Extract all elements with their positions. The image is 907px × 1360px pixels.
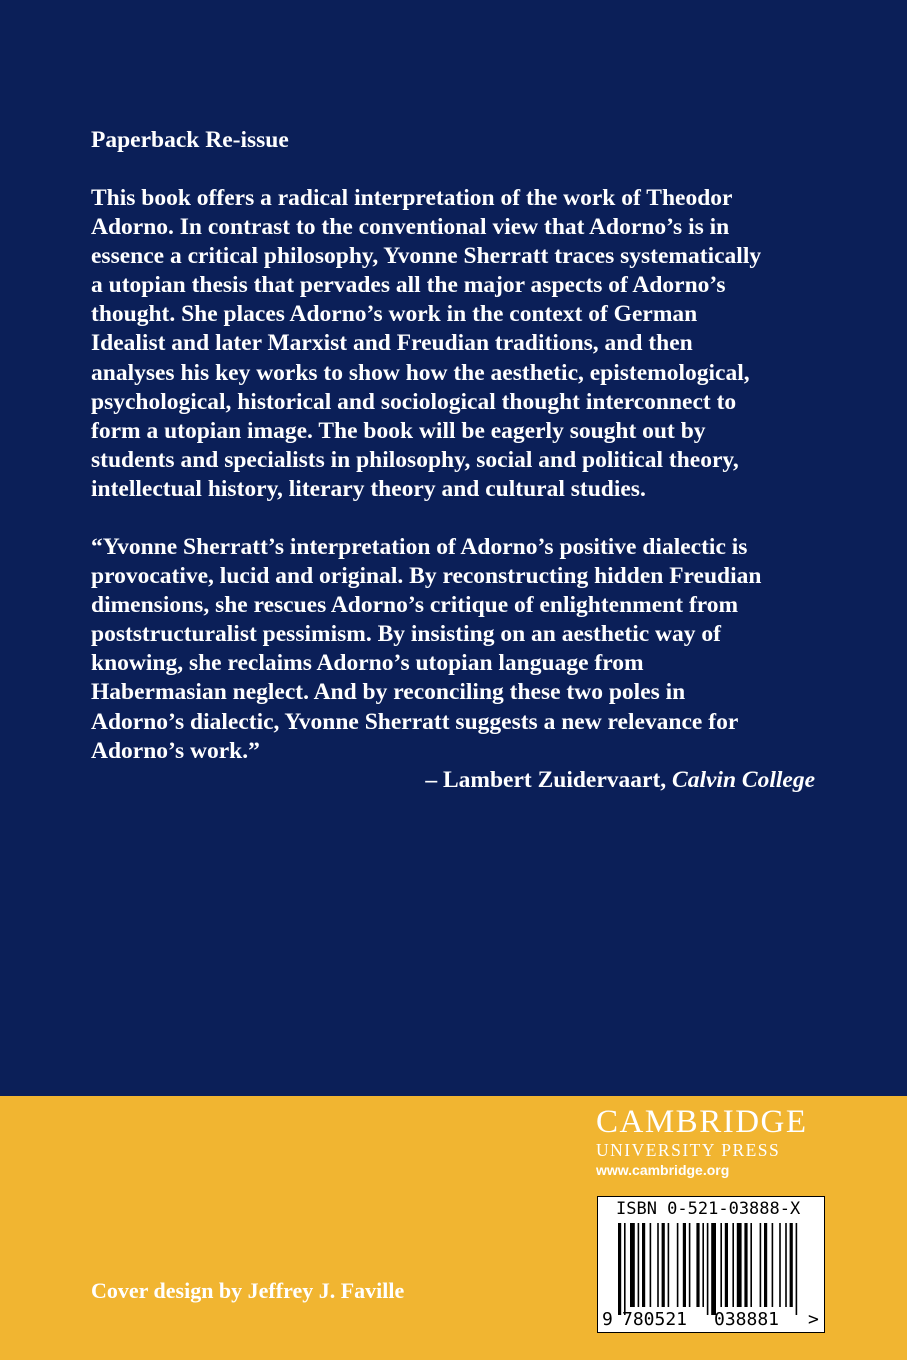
barcode-arrow: > [808,1309,819,1330]
barcode-bar [737,1223,742,1307]
barcode-bar [725,1223,728,1307]
barcode-bar [732,1223,734,1307]
barcode-bar [624,1223,626,1315]
barcode-bar [702,1223,704,1307]
isbn-barcode [597,1196,825,1333]
barcode-lead-digit: 9 [602,1309,613,1330]
quote-line: knowing, she reclaims Adorno’s utopian language from [91,650,644,677]
description-line: intellectual history, literary theory and cultural studies. [91,475,646,502]
barcode-bar [720,1223,722,1307]
barcode-bar [668,1223,670,1307]
barcode-bar [638,1223,640,1307]
barcode-bar [760,1223,762,1307]
description-line: Idealist and later Marxist and Freudian traditions, and then [91,330,693,357]
book-description [91,184,831,504]
quote-line: poststructuralist pessimism. By insisting on an aesthetic way of [91,621,721,648]
quote-line: Adorno’s work.” [91,737,260,764]
barcode-bar [642,1223,645,1307]
barcode-bar [707,1223,709,1315]
barcode-bar [772,1223,774,1307]
description-line: essence a critical philosophy, Yvonne Sherratt traces systematically [91,243,762,270]
barcode-bar [764,1223,767,1307]
quote-line: dimensions, she rescues Adorno’s critique of enlightenment from [91,592,739,619]
cover-design-credit: Cover design by Jeffrey J. Faville [91,1278,405,1303]
quote-attribution [425,766,815,795]
publisher-url: www.cambridge.org [596,1162,730,1178]
barcode-bar [650,1223,652,1307]
section-heading: Paperback Re-issue [91,127,289,153]
barcode-bar [683,1223,686,1307]
barcode-bar [796,1223,798,1315]
barcode-bar [779,1223,781,1307]
description-line: Adorno. In contrast to the conventional view that Adorno’s is in [91,214,730,241]
barcode-bar [696,1223,699,1307]
quote-line: “Yvonne Sherratt’s interpretation of Adorno’s positive dialectic is [91,534,748,560]
reviewer-institution: Calvin College [672,767,815,793]
review-quote [91,533,831,766]
reviewer-name: – Lambert Zuidervaart, [425,767,673,793]
barcode-group-1: 780521 [622,1309,688,1330]
barcode-group-2: 038881 [714,1309,780,1330]
description-line: psychological, historical and sociological thought interconnect to [91,388,737,415]
quote-line: Adorno’s dialectic, Yvonne Sherratt suggests a new relevance for [91,708,739,735]
publisher-subtitle: UNIVERSITY PRESS [596,1140,781,1160]
barcode-bar [711,1223,716,1315]
barcode-graphic [598,1197,824,1332]
description-line: This book offers a radical interpretation of the work of Theodor [91,185,733,211]
barcode-bar [618,1223,621,1315]
quote-line: provocative, lucid and original. By reconstructing hidden Freudian [91,563,762,590]
barcode-bar [657,1223,659,1307]
publisher-logo [596,1104,824,1180]
barcode-bar [744,1223,747,1307]
barcode-bar [790,1223,793,1307]
isbn-number: ISBN 0-521-03888-X [616,1199,801,1219]
description-line: form a utopian image. The book will be eagerly sought out by [91,417,706,444]
description-line: thought. She places Adorno’s work in the context of German [91,301,698,328]
description-line: analyses his key works to show how the aesthetic, epistemological, [91,359,750,386]
barcode-bar [689,1223,691,1307]
barcode-bar [785,1223,787,1307]
barcode-bar [750,1223,752,1307]
barcode-bar [677,1223,679,1307]
publisher-name: CAMBRIDGE [596,1104,808,1140]
quote-line: Habermasian neglect. And by reconciling these two poles in [91,679,686,706]
description-line: students and specialists in philosophy, social and political theory, [91,446,739,473]
barcode-bar [662,1223,665,1307]
description-line: a utopian thesis that pervades all the major aspects of Adorno’s [91,272,726,299]
barcode-bar [630,1223,635,1307]
